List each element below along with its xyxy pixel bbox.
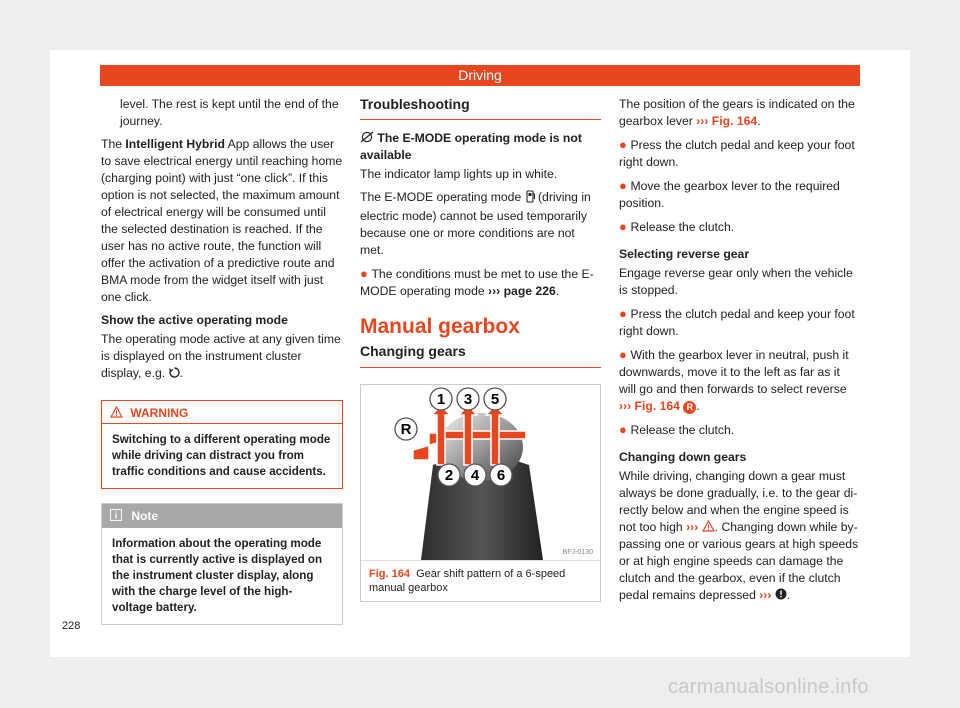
- subsection-title: Changing gears: [360, 343, 601, 368]
- bullet-icon: ●: [619, 219, 631, 234]
- subheading: [360, 130, 601, 164]
- section-heading: Changing down gears: [619, 450, 747, 464]
- figure-code: BFJ-0130: [562, 549, 593, 556]
- text: Press the clutch pedal and keep your foot right down.: [619, 138, 855, 169]
- gear-label-4: 4: [470, 467, 480, 484]
- text: While driving, changing down a gear must always be done gradually, i.e. to the gear directly below and when the engine speed is not too high: [619, 469, 858, 534]
- chapter-header: Driving: [100, 65, 860, 86]
- page-reference-link[interactable]: ››› page 226: [488, 284, 556, 298]
- gear-shift-illustration: [361, 385, 600, 561]
- text: Press the clutch pedal and keep your foot right down.: [619, 307, 855, 338]
- bullet-item: [619, 346, 860, 415]
- section-heading: Selecting reverse gear: [619, 247, 750, 261]
- paragraph: [101, 136, 343, 306]
- text: With the gearbox lever in neutral, push it downwards, move it to the left as far as it will go and then forwards to select reverse: [619, 348, 849, 396]
- figure-caption: [361, 561, 600, 601]
- app-name: Intelligent Hybrid: [125, 137, 225, 151]
- section-title: Manual gearbox: [360, 315, 520, 338]
- text: .: [786, 588, 791, 602]
- paragraph: level. The rest is kept until the end of the journey.: [120, 97, 339, 128]
- reverse-gear-badge: R: [683, 401, 696, 414]
- info-icon: [110, 509, 122, 523]
- figure-number: Fig. 164: [369, 568, 410, 580]
- gear-label-2: 2: [444, 467, 454, 484]
- warning-title: WARNING: [130, 406, 189, 420]
- gear-label-1: 1: [436, 391, 446, 408]
- text: . Changing down while bypassing one or various gears at high speeds or at high engine speeds can damage the clutch and the gearbox, even if the clutch pedal remains depressed: [619, 520, 859, 602]
- column-right: [619, 96, 860, 610]
- troubleshooting-title: Troubleshooting: [360, 96, 601, 120]
- paragraph: [619, 468, 860, 604]
- e-mode-off-icon: [360, 131, 374, 145]
- figure-reference-link[interactable]: ››› Fig. 164: [696, 114, 758, 128]
- text: The: [101, 137, 126, 151]
- text: The position of the gears is indicated on the gearbox lever: [619, 97, 855, 128]
- column-middle: [360, 96, 601, 602]
- gear-label-6: 6: [496, 467, 506, 484]
- text: (driving in electric mode) cannot be used temporarily because one or more conditions are not met.: [360, 190, 591, 257]
- warning-icon: [702, 520, 715, 534]
- text: Release the clutch.: [630, 220, 735, 234]
- reference-arrows[interactable]: ›››: [759, 588, 772, 602]
- bullet-icon: ●: [619, 178, 631, 193]
- paragraph: Engage reverse gear only when the vehicle is stopped.: [619, 266, 853, 297]
- bullet-icon: ●: [619, 306, 631, 321]
- operating-mode-icon: [169, 367, 180, 384]
- paragraph: The indicator lamp lights up in white.: [360, 167, 558, 181]
- text: The E-MODE operating mode: [360, 190, 525, 204]
- paragraph: [619, 96, 860, 130]
- gear-shift-svg: [361, 385, 600, 560]
- electric-mode-icon: [525, 190, 535, 208]
- bullet-icon: ●: [619, 422, 631, 437]
- bullet-icon: ●: [619, 137, 631, 152]
- text: App allows the user to save electrical energy until reaching home (charging point) with just “one click”. If this option is not selected, the maximum amount of electrical energy will be consumed until the selected destination is reached. If the user has no active route, the function will offer the activation of a predictive route and BMA mode from the widget itself with just one click.: [101, 137, 343, 304]
- text: .: [757, 114, 761, 128]
- text: .: [179, 366, 183, 380]
- bullet-item: [619, 136, 860, 171]
- warning-box: [101, 400, 343, 489]
- text: The E-MODE operating mode is not available: [360, 131, 582, 162]
- bullet-icon: ●: [619, 347, 631, 362]
- section-heading: Show the active operating mode: [101, 313, 288, 327]
- text: Gear shift pattern of a 6-speed manual gearbox: [369, 568, 566, 594]
- text: The operating mode active at any given time is displayed on the instrument cluster display, e.g.: [101, 332, 341, 380]
- reference-arrows[interactable]: ›››: [686, 520, 699, 534]
- text: Move the gearbox lever to the required position.: [619, 179, 840, 210]
- warning-header: [102, 401, 342, 424]
- text: .: [555, 284, 560, 298]
- bullet-item: [619, 421, 860, 439]
- gear-label-5: 5: [490, 391, 500, 408]
- bullet-item: [619, 177, 860, 212]
- warning-icon: [110, 406, 123, 420]
- text: .: [696, 399, 700, 413]
- page-number: 228: [62, 620, 81, 632]
- gear-label-3: 3: [463, 391, 473, 408]
- column-left: [101, 96, 343, 625]
- note-header: [102, 504, 342, 528]
- bullet-item: [360, 265, 601, 300]
- attention-icon: [775, 588, 787, 602]
- bullet-item: [619, 305, 860, 340]
- note-title: Note: [131, 509, 159, 523]
- warning-text: Switching to a different operating mode while driving can distract you from traffic conditions and cause accidents.: [112, 433, 331, 478]
- watermark: carmanualsonline.info: [668, 676, 869, 698]
- note-box: [101, 503, 343, 625]
- bullet-item: [619, 218, 860, 236]
- figure-reference-link[interactable]: ››› Fig. 164: [619, 399, 680, 413]
- note-text: Information about the operating mode that is currently active is displayed on the instrument cluster display, along with the charge level of the high-voltage battery.: [112, 537, 323, 614]
- text: The conditions must be met to use the E-MODE operating mode: [360, 267, 594, 298]
- paragraph: [101, 331, 343, 384]
- figure: [360, 384, 601, 602]
- bullet-icon: ●: [360, 266, 372, 281]
- gear-label-r: R: [400, 421, 412, 438]
- paragraph: [360, 189, 601, 259]
- text: Release the clutch.: [630, 423, 735, 437]
